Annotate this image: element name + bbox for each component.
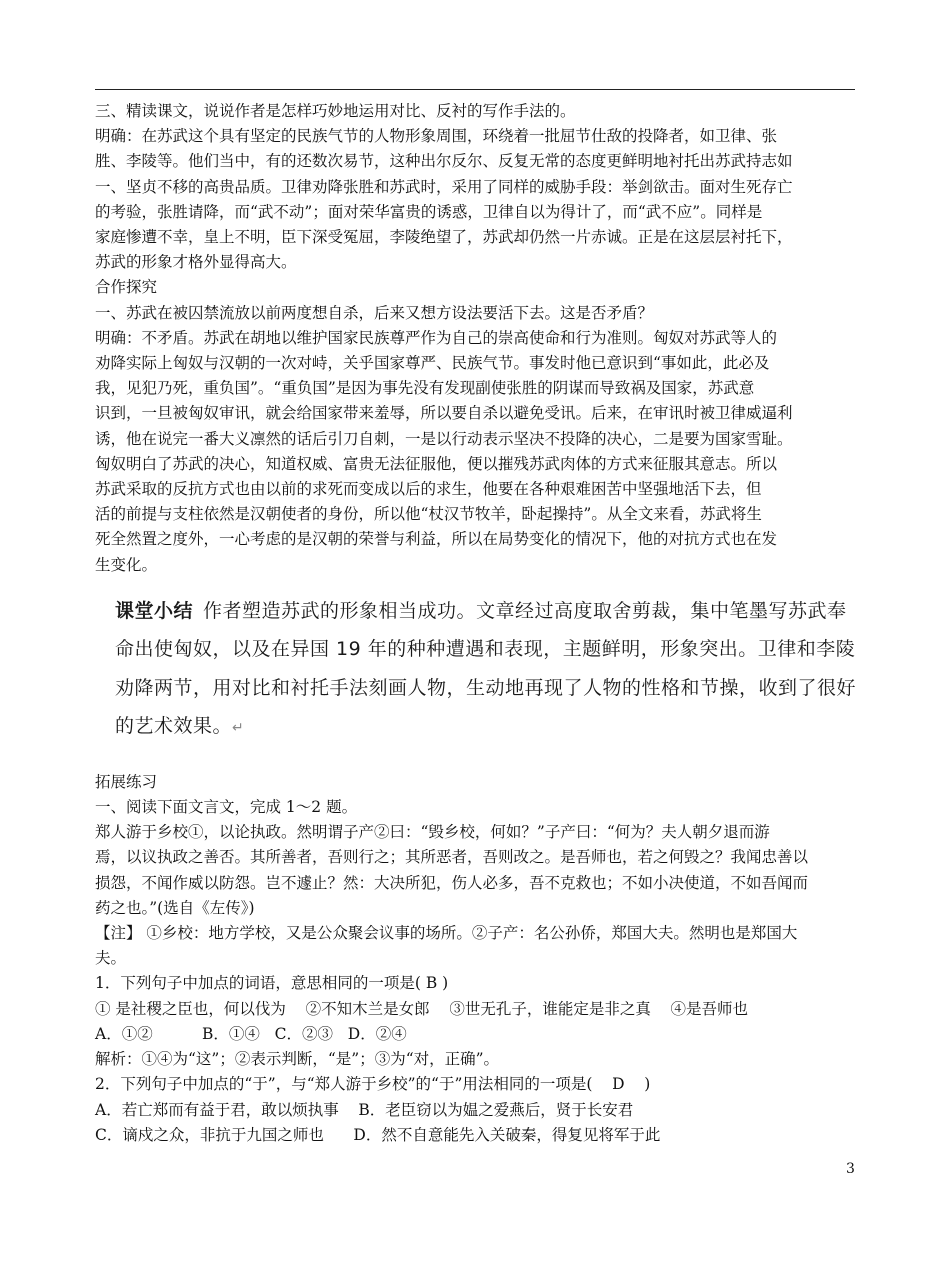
cooperation-heading: 合作探究 [95, 278, 158, 297]
page-content [95, 99, 860, 1148]
question-1-items: ① 是社稷之臣也，何以伐为 ②不知木兰是女郎 ③世无孔子，谁能定是非之真 ④是吾师也 [95, 999, 749, 1018]
section3-answer-line: 的考验，张胜请降，而“武不动”；面对荣华富贵的诱惑，卫律自以为得计了，而“武不应”。同样是 [95, 202, 763, 221]
extension-heading: 拓展练习 [95, 772, 158, 791]
question-1-options: A．①② B．①④ C．②③ D．②④ [95, 1024, 407, 1043]
extension-task: 一、阅读下面文言文，完成 1～2 题。 [95, 798, 358, 817]
cooperation-answer-line: 匈奴明白了苏武的决心，知道权威、富贵无法征服他，便以摧残苏武肉体的方式来征服其意志。所以 [95, 454, 778, 473]
passage-line: 郑人游于乡校①，以论执政。然明谓子产②曰：“毁乡校，何如？”子产曰：“何为？夫人朝夕退而游 [95, 823, 770, 842]
section3-answer-line: 家庭惨遭不幸，皇上不明，臣下深受冤屈，李陵绝望了，苏武却仍然一片赤诚。正是在这层层衬托下， [95, 228, 793, 247]
cooperation-answer-line: 死全然置之度外，一心考虑的是汉朝的荣誉与利益，所以在局势变化的情况下，他的对抗方式也在发 [95, 530, 778, 549]
summary-line: 课堂小结 作者塑造苏武的形象相当成功。文章经过高度取舍剪裁，集中笔墨写苏武奉 [115, 599, 847, 622]
summary-line: 命出使匈奴，以及在异国 19 年的种种遭遇和表现，主题鲜明，形象突出。卫律和李陵 [115, 638, 856, 661]
summary-line: 劝降两节，用对比和衬托手法刻画人物，生动地再现了人物的性格和节操，收到了很好 [115, 676, 857, 699]
question-2-options-ab: A．若亡郑而有益于君，敢以烦执事 B．老臣窃以为媪之爱燕后，贤于长安君 [95, 1100, 634, 1119]
cooperation-answer-line: 生变化。 [95, 555, 158, 574]
cooperation-question: 一、苏武在被囚禁流放以前两度想自杀，后来又想方设法要活下去。这是否矛盾？ [95, 303, 654, 322]
cooperation-answer-line: 活的前提与支柱依然是汉朝使者的身份，所以他“杖汉节牧羊，卧起操持”。从全文来看，苏武将生 [95, 505, 762, 524]
summary-heading: 课堂小结 [115, 599, 194, 622]
section3-answer-line: 胜、李陵等。他们当中，有的还数次易节，这种出尔反尔、反复无常的态度更鲜明地衬托出苏武持志如 [95, 152, 793, 171]
paragraph-mark-icon: ↵ [232, 720, 245, 737]
cooperation-answer-line: 我，见犯乃死，重负国”。“重负国”是因为事先没有发现副使张胜的阴谋而导致祸及国家，苏武意 [95, 379, 755, 398]
passage-line: 焉，以议执政之善否。其所善者，吾则行之；其所恶者，吾则改之。是吾师也，若之何毁之？我闻忠善以 [95, 848, 809, 867]
question-2-options-cd: C．谪戍之众，非抗于九国之师也 D．然不自意能先入关破秦，得复见将军于此 [95, 1125, 661, 1144]
cooperation-answer-line: 明确：不矛盾。苏武在胡地以维护国家民族尊严作为自己的崇高使命和行为准则。匈奴对苏武等人的 [95, 328, 778, 347]
question-1: 1．下列句子中加点的词语，意思相同的一项是( B ) [95, 974, 449, 993]
note-line: 【注】 ①乡校：地方学校，又是公众聚会议事的场所。②子产：名公孙侨，郑国大夫。然明也是郑国大 [95, 924, 798, 943]
question-2: 2．下列句子中加点的“于”，与“郑人游于乡校”的“于”用法相同的一项是( D ) [95, 1075, 651, 1094]
page-number: 3 [846, 1161, 855, 1177]
passage-line: 损怨，不闻作威以防怨。岂不遽止？然：大决所犯，伤人必多，吾不克救也；不如小决使道，不如吾闻而 [95, 873, 809, 892]
summary-line: 的艺术效果。↵ [115, 715, 245, 738]
question-1-analysis: 解析：①④为“这”；②表示判断，“是”；③为“对，正确”。 [95, 1050, 500, 1069]
class-summary [115, 592, 880, 748]
cooperation-answer-line: 劝降实际上匈奴与汉朝的一次对峙，关乎国家尊严、民族气节。事发时他已意识到“事如此，此必及 [95, 354, 770, 373]
header-rule [95, 89, 855, 90]
section3-answer-line: 一、坚贞不移的高贵品质。卫律劝降张胜和苏武时，采用了同样的威胁手段：举剑欲击。面对生死存亡 [95, 177, 793, 196]
section3-answer-line: 明确：在苏武这个具有坚定的民族气节的人物形象周围，环绕着一批屈节仕敌的投降者，如卫律、张 [95, 127, 778, 146]
section3-answer-line: 苏武的形象才格外显得高大。 [95, 253, 297, 272]
passage-line: 药之也。”(选自《左传》) [95, 898, 255, 917]
cooperation-answer-line: 苏武采取的反抗方式也由以前的求死而变成以后的求生，他要在各种艰难困苦中坚强地活下去，但 [95, 480, 762, 499]
section3-question: 三、精读课文，说说作者是怎样巧妙地运用对比、反衬的写作手法的。 [95, 102, 576, 120]
cooperation-answer-line: 诱，他在说完一番大义凛然的话后引刀自刺，一是以行动表示坚决不投降的决心，二是要为国家雪耻。 [95, 429, 793, 448]
note-line: 夫。 [95, 949, 127, 968]
cooperation-answer-line: 识到，一旦被匈奴审讯，就会给国家带来羞辱，所以要自杀以避免受讯。后来，在审讯时被卫律威逼利 [95, 404, 793, 423]
